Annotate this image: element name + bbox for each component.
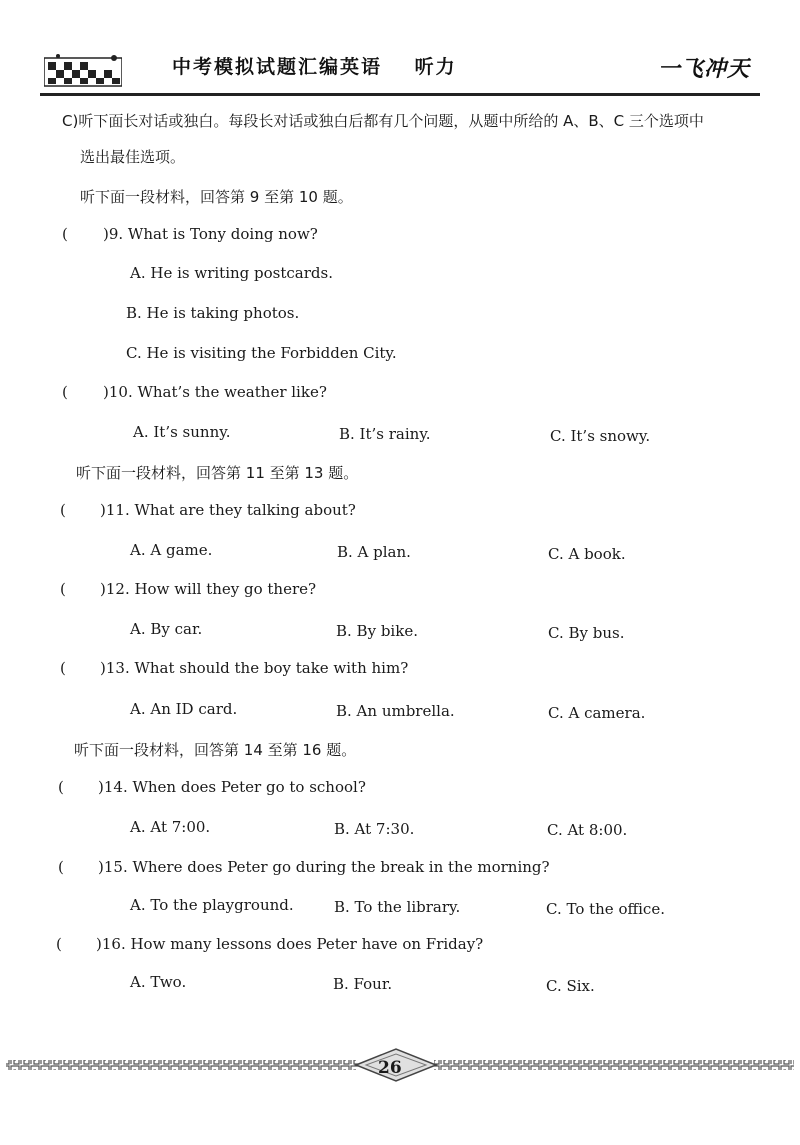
group-intro: 听下面一段材料，回答第 9 至第 10 题。 <box>80 188 353 206</box>
question-9: )9. What is Tony doing now? <box>103 225 318 243</box>
book-title <box>172 52 457 79</box>
answer-blank[interactable]: ( <box>62 383 68 401</box>
answer-blank[interactable]: ( <box>60 501 66 519</box>
question-10: )10. What’s the weather like? <box>103 383 327 401</box>
group-intro: 听下面一段材料，回答第 11 至第 13 题。 <box>76 464 359 482</box>
option-10c[interactable]: C. It’s snowy. <box>550 427 651 445</box>
checkerboard-logo-icon <box>44 54 122 88</box>
option-10b[interactable]: B. It’s rainy. <box>339 425 431 443</box>
option-15a[interactable]: A. To the playground. <box>130 896 294 914</box>
option-16a[interactable]: A. Two. <box>130 973 187 991</box>
option-11c[interactable]: C. A book. <box>548 545 626 563</box>
option-15b[interactable]: B. To the library. <box>334 898 461 916</box>
option-11a[interactable]: A. A game. <box>130 541 213 559</box>
option-12b[interactable]: B. By bike. <box>336 622 418 640</box>
answer-blank[interactable]: ( <box>58 858 64 876</box>
instruction-line-2: 选出最佳选项。 <box>80 148 186 166</box>
question-12: )12. How will they go there? <box>100 580 317 598</box>
question-14: )14. When does Peter go to school? <box>98 778 366 796</box>
option-12a[interactable]: A. By car. <box>130 620 203 638</box>
option-11b[interactable]: B. A plan. <box>337 543 411 561</box>
header-divider <box>40 93 760 96</box>
book-title-text: 中考模拟试题汇编英语 <box>172 56 383 78</box>
question-15: )15. Where does Peter go during the break in the morning? <box>98 858 550 876</box>
answer-blank[interactable]: ( <box>60 659 66 677</box>
option-10a[interactable]: A. It’s sunny. <box>133 423 231 441</box>
page-number: 26 <box>378 1058 402 1078</box>
question-13: )13. What should the boy take with him? <box>100 659 409 677</box>
option-9c[interactable]: C. He is visiting the Forbidden City. <box>126 344 397 362</box>
group-intro: 听下面一段材料，回答第 14 至第 16 题。 <box>74 741 357 759</box>
option-14b[interactable]: B. At 7:30. <box>334 820 415 838</box>
option-16b[interactable]: B. Four. <box>333 975 393 993</box>
answer-blank[interactable]: ( <box>60 580 66 598</box>
option-12c[interactable]: C. By bus. <box>548 624 625 642</box>
option-13b[interactable]: B. An umbrella. <box>336 702 455 720</box>
option-14a[interactable]: A. At 7:00. <box>130 818 211 836</box>
option-9a[interactable]: A. He is writing postcards. <box>130 264 333 282</box>
option-13c[interactable]: C. A camera. <box>548 704 646 722</box>
answer-blank[interactable]: ( <box>58 778 64 796</box>
instruction-line-1: C)听下面长对话或独白。每段长对话或独白后都有几个问题，从题中所给的 A、B、C 三个选项中 <box>62 112 704 130</box>
book-subject: 听力 <box>414 56 457 78</box>
answer-blank[interactable]: ( <box>62 225 68 243</box>
option-14c[interactable]: C. At 8:00. <box>547 821 628 839</box>
option-13a[interactable]: A. An ID card. <box>130 700 238 718</box>
question-16: )16. How many lessons does Peter have on Friday? <box>96 935 484 953</box>
brand-slogan: 一飞冲天 <box>657 57 750 82</box>
answer-blank[interactable]: ( <box>56 935 62 953</box>
page-header <box>40 44 760 96</box>
option-15c[interactable]: C. To the office. <box>546 900 665 918</box>
question-11: )11. What are they talking about? <box>100 501 356 519</box>
option-9b[interactable]: B. He is taking photos. <box>126 304 300 322</box>
option-16c[interactable]: C. Six. <box>546 977 595 995</box>
